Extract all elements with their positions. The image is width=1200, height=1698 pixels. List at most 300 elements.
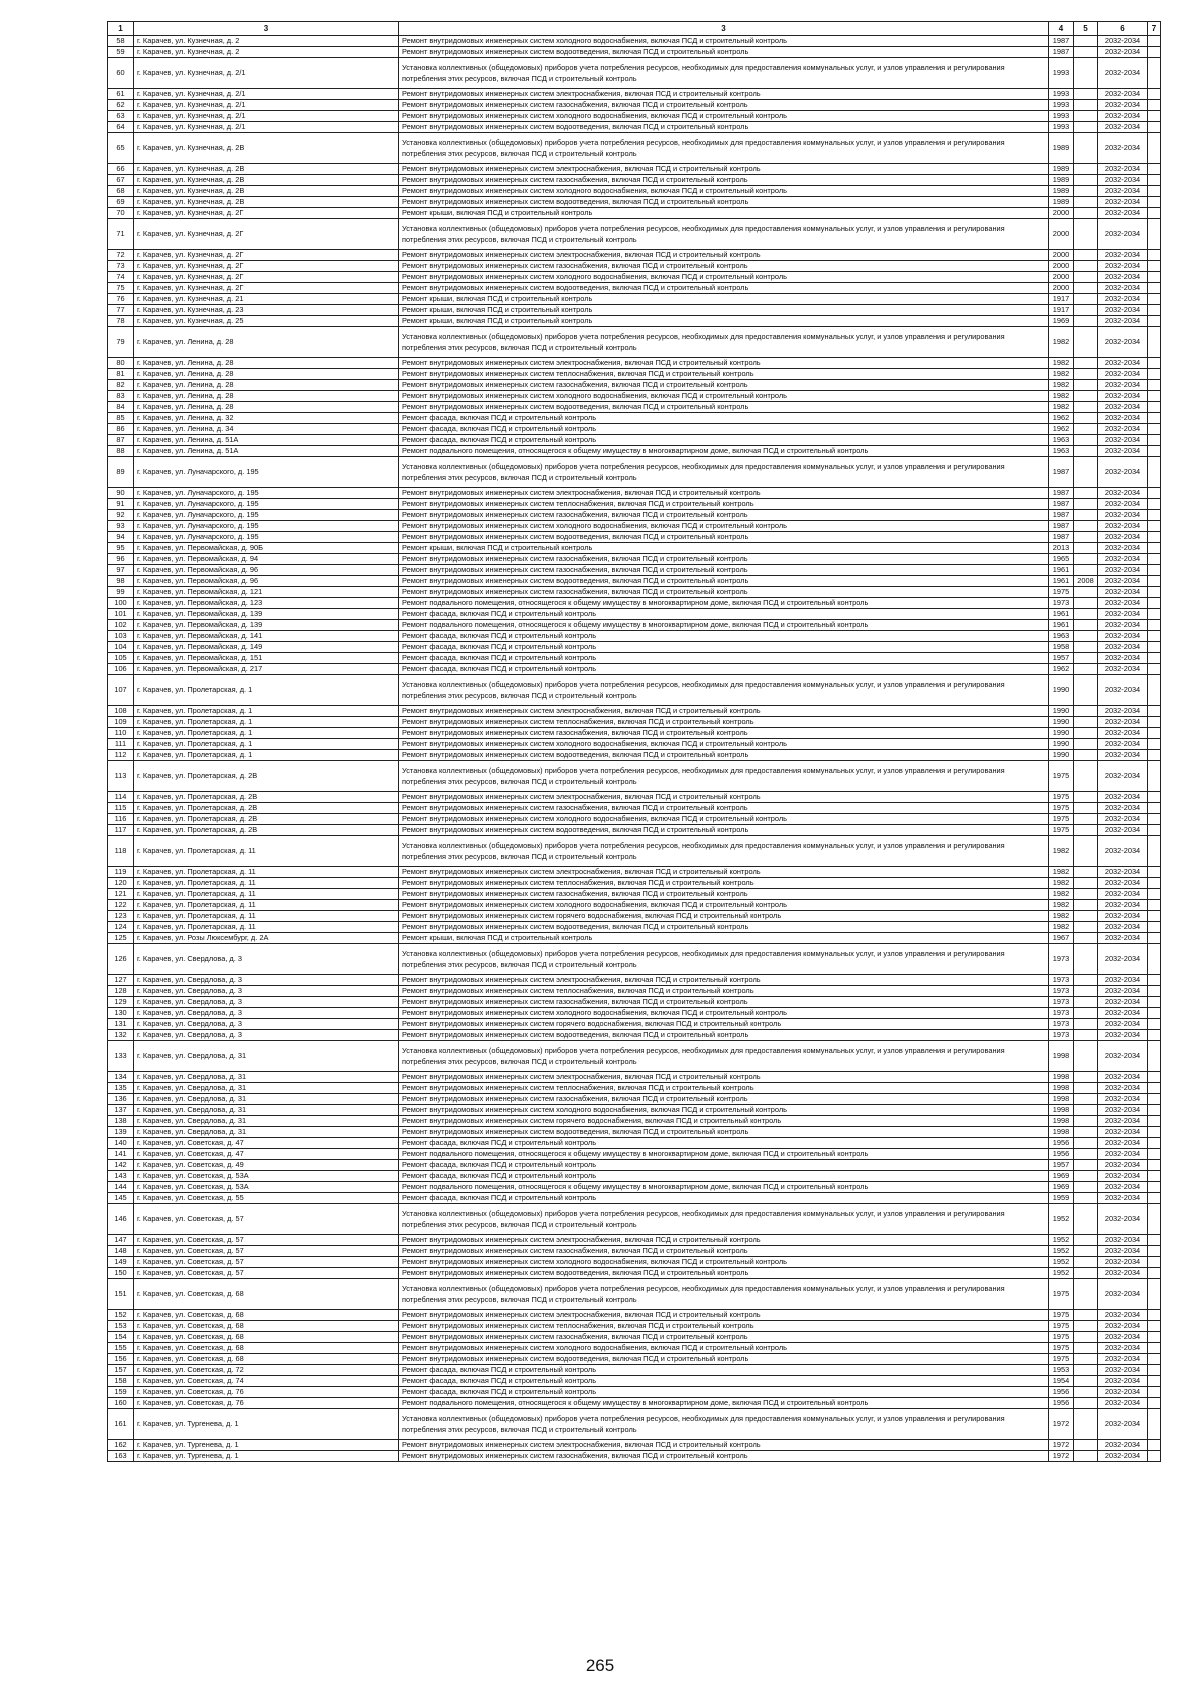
repair-year-cell [1074, 986, 1098, 997]
header-cell: 3 [134, 22, 399, 36]
planned-period-cell: 2032-2034 [1098, 1321, 1148, 1332]
planned-period-cell: 2032-2034 [1098, 1365, 1148, 1376]
note-cell [1148, 867, 1161, 878]
table-row [108, 175, 1161, 186]
work-description-cell: Ремонт внутридомовых инженерных систем газоснабжения, включая ПСД и строительный контроль [399, 261, 1049, 272]
note-cell [1148, 435, 1161, 446]
repair-year-cell [1074, 294, 1098, 305]
planned-period-cell: 2032-2034 [1098, 825, 1148, 836]
address-cell: г. Карачев, ул. Тургенева, д. 1 [134, 1440, 399, 1451]
planned-period-cell: 2032-2034 [1098, 664, 1148, 675]
note-cell [1148, 1160, 1161, 1171]
address-cell: г. Карачев, ул. Советская, д. 55 [134, 1193, 399, 1204]
planned-period-cell: 2032-2034 [1098, 186, 1148, 197]
note-cell [1148, 576, 1161, 587]
planned-period-cell: 2032-2034 [1098, 576, 1148, 587]
address-cell: г. Карачев, ул. Первомайская, д. 94 [134, 554, 399, 565]
address-cell: г. Карачев, ул. Пролетарская, д. 11 [134, 878, 399, 889]
work-description-cell: Ремонт внутридомовых инженерных систем газоснабжения, включая ПСД и строительный контроль [399, 997, 1049, 1008]
note-cell [1148, 1094, 1161, 1105]
repair-year-cell [1074, 1182, 1098, 1193]
note-cell [1148, 1235, 1161, 1246]
table-row [108, 587, 1161, 598]
build-year-cell: 1973 [1049, 1019, 1074, 1030]
note-cell [1148, 391, 1161, 402]
planned-period-cell: 2032-2034 [1098, 554, 1148, 565]
address-cell: г. Карачев, ул. Советская, д. 68 [134, 1310, 399, 1321]
build-year-cell: 2000 [1049, 261, 1074, 272]
repair-year-cell [1074, 1354, 1098, 1365]
address-cell: г. Карачев, ул. Пролетарская, д. 11 [134, 922, 399, 933]
note-cell [1148, 1072, 1161, 1083]
row-number-cell: 115 [108, 803, 134, 814]
note-cell [1148, 47, 1161, 58]
build-year-cell: 1975 [1049, 1354, 1074, 1365]
work-description-cell: Ремонт внутридомовых инженерных систем газоснабжения, включая ПСД и строительный контроль [399, 889, 1049, 900]
table-row [108, 111, 1161, 122]
build-year-cell: 1998 [1049, 1072, 1074, 1083]
note-cell [1148, 488, 1161, 499]
table-row [108, 435, 1161, 446]
repair-year-cell [1074, 305, 1098, 316]
row-number-cell: 109 [108, 717, 134, 728]
table-row [108, 1451, 1161, 1462]
row-number-cell: 138 [108, 1116, 134, 1127]
work-description-cell: Ремонт внутридомовых инженерных систем холодного водоснабжения, включая ПСД и строительный контроль [399, 814, 1049, 825]
build-year-cell: 2000 [1049, 250, 1074, 261]
row-number-cell: 155 [108, 1343, 134, 1354]
table-row [108, 554, 1161, 565]
row-number-cell: 111 [108, 739, 134, 750]
address-cell: г. Карачев, ул. Луначарского, д. 195 [134, 499, 399, 510]
repair-year-cell [1074, 1343, 1098, 1354]
planned-period-cell: 2032-2034 [1098, 36, 1148, 47]
address-cell: г. Карачев, ул. Первомайская, д. 217 [134, 664, 399, 675]
address-cell: г. Карачев, ул. Пролетарская, д. 11 [134, 867, 399, 878]
planned-period-cell: 2032-2034 [1098, 1149, 1148, 1160]
repair-year-cell [1074, 631, 1098, 642]
address-cell: г. Карачев, ул. Свердлова, д. 31 [134, 1083, 399, 1094]
table-row [108, 1268, 1161, 1279]
planned-period-cell: 2032-2034 [1098, 1387, 1148, 1398]
repair-year-cell [1074, 825, 1098, 836]
note-cell [1148, 803, 1161, 814]
note-cell [1148, 100, 1161, 111]
row-number-cell: 112 [108, 750, 134, 761]
row-number-cell: 74 [108, 272, 134, 283]
table-row [108, 922, 1161, 933]
row-number-cell: 75 [108, 283, 134, 294]
work-description-cell: Ремонт внутридомовых инженерных систем электроснабжения, включая ПСД и строительный контроль [399, 250, 1049, 261]
row-number-cell: 104 [108, 642, 134, 653]
build-year-cell: 1990 [1049, 706, 1074, 717]
note-cell [1148, 1409, 1161, 1440]
page-number: 265 [585, 1656, 615, 1675]
work-description-cell: Ремонт внутридомовых инженерных систем электроснабжения, включая ПСД и строительный контроль [399, 488, 1049, 499]
table-row [108, 1354, 1161, 1365]
address-cell: г. Карачев, ул. Первомайская, д. 151 [134, 653, 399, 664]
table-row [108, 761, 1161, 792]
planned-period-cell: 2032-2034 [1098, 598, 1148, 609]
table-row [108, 997, 1161, 1008]
planned-period-cell: 2032-2034 [1098, 609, 1148, 620]
build-year-cell: 1973 [1049, 975, 1074, 986]
table-row [108, 358, 1161, 369]
table-row [108, 272, 1161, 283]
note-cell [1148, 36, 1161, 47]
address-cell: г. Карачев, ул. Свердлова, д. 3 [134, 1019, 399, 1030]
repair-year-cell [1074, 911, 1098, 922]
repair-year-cell [1074, 358, 1098, 369]
table-row [108, 706, 1161, 717]
build-year-cell: 1962 [1049, 424, 1074, 435]
build-year-cell: 1993 [1049, 89, 1074, 100]
work-description-cell: Установка коллективных (общедомовых) приборов учета потребления ресурсов, необходимых для предоставления коммунальных услуг, и узлов управления и регулирования потребления этих ресурсов, включая ПСД и строительный контроль [399, 761, 1049, 792]
table-row [108, 250, 1161, 261]
note-cell [1148, 1451, 1161, 1462]
planned-period-cell: 2032-2034 [1098, 922, 1148, 933]
address-cell: г. Карачев, ул. Советская, д. 57 [134, 1257, 399, 1268]
work-description-cell: Ремонт внутридомовых инженерных систем газоснабжения, включая ПСД и строительный контроль [399, 380, 1049, 391]
address-cell: г. Карачев, ул. Кузнечная, д. 23 [134, 305, 399, 316]
row-number-cell: 144 [108, 1182, 134, 1193]
repair-year-cell [1074, 510, 1098, 521]
planned-period-cell: 2032-2034 [1098, 587, 1148, 598]
row-number-cell: 131 [108, 1019, 134, 1030]
work-description-cell: Установка коллективных (общедомовых) приборов учета потребления ресурсов, необходимых для предоставления коммунальных услуг, и узлов управления и регулирования потребления этих ресурсов, включая ПСД и строительный контроль [399, 1041, 1049, 1072]
planned-period-cell: 2032-2034 [1098, 975, 1148, 986]
row-number-cell: 163 [108, 1451, 134, 1462]
table-row [108, 1019, 1161, 1030]
work-description-cell: Установка коллективных (общедомовых) приборов учета потребления ресурсов, необходимых для предоставления коммунальных услуг, и узлов управления и регулирования потребления этих ресурсов, включая ПСД и строительный контроль [399, 1409, 1049, 1440]
repair-year-cell [1074, 1149, 1098, 1160]
build-year-cell: 1993 [1049, 111, 1074, 122]
build-year-cell: 1952 [1049, 1246, 1074, 1257]
work-description-cell: Ремонт внутридомовых инженерных систем газоснабжения, включая ПСД и строительный контроль [399, 565, 1049, 576]
address-cell: г. Карачев, ул. Пролетарская, д. 2В [134, 814, 399, 825]
planned-period-cell: 2032-2034 [1098, 620, 1148, 631]
table-row [108, 197, 1161, 208]
work-description-cell: Ремонт крыши, включая ПСД и строительный контроль [399, 208, 1049, 219]
row-number-cell: 153 [108, 1321, 134, 1332]
repair-year-cell [1074, 457, 1098, 488]
row-number-cell: 113 [108, 761, 134, 792]
note-cell [1148, 122, 1161, 133]
build-year-cell: 1990 [1049, 717, 1074, 728]
planned-period-cell: 2032-2034 [1098, 294, 1148, 305]
planned-period-cell: 2032-2034 [1098, 1182, 1148, 1193]
table-row [108, 261, 1161, 272]
row-number-cell: 139 [108, 1127, 134, 1138]
row-number-cell: 85 [108, 413, 134, 424]
note-cell [1148, 532, 1161, 543]
note-cell [1148, 369, 1161, 380]
repair-year-cell [1074, 653, 1098, 664]
work-description-cell: Установка коллективных (общедомовых) приборов учета потребления ресурсов, необходимых для предоставления коммунальных услуг, и узлов управления и регулирования потребления этих ресурсов, включая ПСД и строительный контроль [399, 944, 1049, 975]
work-description-cell: Установка коллективных (общедомовых) приборов учета потребления ресурсов, необходимых для предоставления коммунальных услуг, и узлов управления и регулирования потребления этих ресурсов, включая ПСД и строительный контроль [399, 219, 1049, 250]
note-cell [1148, 1376, 1161, 1387]
work-description-cell: Ремонт внутридомовых инженерных систем газоснабжения, включая ПСД и строительный контроль [399, 510, 1049, 521]
address-cell: г. Карачев, ул. Ленина, д. 51А [134, 446, 399, 457]
row-number-cell: 103 [108, 631, 134, 642]
work-description-cell: Ремонт внутридомовых инженерных систем газоснабжения, включая ПСД и строительный контроль [399, 803, 1049, 814]
build-year-cell: 1958 [1049, 642, 1074, 653]
planned-period-cell: 2032-2034 [1098, 58, 1148, 89]
work-description-cell: Ремонт внутридомовых инженерных систем электроснабжения, включая ПСД и строительный контроль [399, 706, 1049, 717]
note-cell [1148, 750, 1161, 761]
repair-year-cell [1074, 1041, 1098, 1072]
row-number-cell: 99 [108, 587, 134, 598]
work-description-cell: Ремонт внутридомовых инженерных систем теплоснабжения, включая ПСД и строительный контроль [399, 986, 1049, 997]
repair-year-cell [1074, 1083, 1098, 1094]
note-cell [1148, 1149, 1161, 1160]
note-cell [1148, 510, 1161, 521]
planned-period-cell: 2032-2034 [1098, 642, 1148, 653]
row-number-cell: 78 [108, 316, 134, 327]
build-year-cell: 1998 [1049, 1094, 1074, 1105]
table-row [108, 675, 1161, 706]
row-number-cell: 114 [108, 792, 134, 803]
repair-year-cell [1074, 532, 1098, 543]
planned-period-cell: 2032-2034 [1098, 653, 1148, 664]
row-number-cell: 150 [108, 1268, 134, 1279]
note-cell [1148, 587, 1161, 598]
address-cell: г. Карачев, ул. Советская, д. 76 [134, 1387, 399, 1398]
note-cell [1148, 825, 1161, 836]
repair-year-cell [1074, 750, 1098, 761]
planned-period-cell: 2032-2034 [1098, 986, 1148, 997]
row-number-cell: 67 [108, 175, 134, 186]
address-cell: г. Карачев, ул. Кузнечная, д. 2/1 [134, 100, 399, 111]
repair-year-cell [1074, 620, 1098, 631]
build-year-cell: 1998 [1049, 1116, 1074, 1127]
work-description-cell: Ремонт фасада, включая ПСД и строительный контроль [399, 1171, 1049, 1182]
address-cell: г. Карачев, ул. Кузнечная, д. 2Г [134, 261, 399, 272]
build-year-cell: 1989 [1049, 133, 1074, 164]
address-cell: г. Карачев, ул. Пролетарская, д. 11 [134, 911, 399, 922]
repair-year-cell [1074, 1138, 1098, 1149]
build-year-cell: 1982 [1049, 836, 1074, 867]
note-cell [1148, 986, 1161, 997]
repair-year-cell [1074, 761, 1098, 792]
work-description-cell: Ремонт внутридомовых инженерных систем газоснабжения, включая ПСД и строительный контроль [399, 587, 1049, 598]
planned-period-cell: 2032-2034 [1098, 1257, 1148, 1268]
repair-year-cell [1074, 1030, 1098, 1041]
build-year-cell: 1975 [1049, 803, 1074, 814]
repair-year-cell [1074, 1127, 1098, 1138]
build-year-cell: 1982 [1049, 878, 1074, 889]
repair-year-cell [1074, 717, 1098, 728]
table-row [108, 413, 1161, 424]
row-number-cell: 121 [108, 889, 134, 900]
table-row [108, 1072, 1161, 1083]
repair-year-cell [1074, 89, 1098, 100]
work-description-cell: Ремонт подвального помещения, относящегося к общему имуществу в многоквартирном доме, включая ПСД и строительный контроль [399, 1149, 1049, 1160]
address-cell: г. Карачев, ул. Советская, д. 68 [134, 1321, 399, 1332]
table-row [108, 642, 1161, 653]
build-year-cell: 1989 [1049, 164, 1074, 175]
note-cell [1148, 1365, 1161, 1376]
repair-year-cell [1074, 1332, 1098, 1343]
table-row [108, 1246, 1161, 1257]
build-year-cell: 1952 [1049, 1235, 1074, 1246]
table-row [108, 391, 1161, 402]
build-year-cell: 2000 [1049, 219, 1074, 250]
repair-year-cell [1074, 1279, 1098, 1310]
work-description-cell: Ремонт крыши, включая ПСД и строительный контроль [399, 316, 1049, 327]
repair-year-cell [1074, 1451, 1098, 1462]
work-description-cell: Установка коллективных (общедомовых) приборов учета потребления ресурсов, необходимых для предоставления коммунальных услуг, и узлов управления и регулирования потребления этих ресурсов, включая ПСД и строительный контроль [399, 58, 1049, 89]
build-year-cell: 1990 [1049, 739, 1074, 750]
build-year-cell: 1993 [1049, 100, 1074, 111]
work-description-cell: Ремонт фасада, включая ПСД и строительный контроль [399, 1387, 1049, 1398]
address-cell: г. Карачев, ул. Советская, д. 68 [134, 1332, 399, 1343]
row-number-cell: 127 [108, 975, 134, 986]
planned-period-cell: 2032-2034 [1098, 122, 1148, 133]
repair-year-cell [1074, 272, 1098, 283]
row-number-cell: 154 [108, 1332, 134, 1343]
build-year-cell: 1975 [1049, 1343, 1074, 1354]
work-description-cell: Ремонт внутридомовых инженерных систем холодного водоснабжения, включая ПСД и строительный контроль [399, 521, 1049, 532]
build-year-cell: 1954 [1049, 1376, 1074, 1387]
note-cell [1148, 889, 1161, 900]
row-number-cell: 130 [108, 1008, 134, 1019]
table-row [108, 316, 1161, 327]
address-cell: г. Карачев, ул. Луначарского, д. 195 [134, 488, 399, 499]
work-description-cell: Ремонт внутридомовых инженерных систем газоснабжения, включая ПСД и строительный контроль [399, 1094, 1049, 1105]
note-cell [1148, 1182, 1161, 1193]
table-row [108, 305, 1161, 316]
address-cell: г. Карачев, ул. Пролетарская, д. 11 [134, 889, 399, 900]
address-cell: г. Карачев, ул. Первомайская, д. 149 [134, 642, 399, 653]
address-cell: г. Карачев, ул. Пролетарская, д. 11 [134, 836, 399, 867]
repair-year-cell [1074, 186, 1098, 197]
address-cell: г. Карачев, ул. Советская, д. 68 [134, 1343, 399, 1354]
note-cell [1148, 1398, 1161, 1409]
planned-period-cell: 2032-2034 [1098, 1268, 1148, 1279]
work-description-cell: Ремонт внутридомовых инженерных систем газоснабжения, включая ПСД и строительный контроль [399, 1246, 1049, 1257]
build-year-cell: 1961 [1049, 576, 1074, 587]
address-cell: г. Карачев, ул. Первомайская, д. 123 [134, 598, 399, 609]
row-number-cell: 134 [108, 1072, 134, 1083]
address-cell: г. Карачев, ул. Кузнечная, д. 2Г [134, 219, 399, 250]
build-year-cell: 1956 [1049, 1398, 1074, 1409]
note-cell [1148, 975, 1161, 986]
planned-period-cell: 2032-2034 [1098, 532, 1148, 543]
repair-year-cell [1074, 587, 1098, 598]
table-row [108, 565, 1161, 576]
note-cell [1148, 1116, 1161, 1127]
planned-period-cell: 2032-2034 [1098, 402, 1148, 413]
address-cell: г. Карачев, ул. Свердлова, д. 31 [134, 1041, 399, 1072]
table-row [108, 327, 1161, 358]
address-cell: г. Карачев, ул. Советская, д. 68 [134, 1279, 399, 1310]
note-cell [1148, 58, 1161, 89]
work-description-cell: Установка коллективных (общедомовых) приборов учета потребления ресурсов, необходимых для предоставления коммунальных услуг, и узлов управления и регулирования потребления этих ресурсов, включая ПСД и строительный контроль [399, 457, 1049, 488]
note-cell [1148, 1387, 1161, 1398]
build-year-cell: 1975 [1049, 792, 1074, 803]
planned-period-cell: 2032-2034 [1098, 1451, 1148, 1462]
work-description-cell: Ремонт фасада, включая ПСД и строительный контроль [399, 1376, 1049, 1387]
repair-year-cell [1074, 1376, 1098, 1387]
note-cell [1148, 922, 1161, 933]
repair-year-cell [1074, 944, 1098, 975]
work-description-cell: Ремонт внутридомовых инженерных систем электроснабжения, включая ПСД и строительный контроль [399, 1235, 1049, 1246]
address-cell: г. Карачев, ул. Пролетарская, д. 1 [134, 739, 399, 750]
work-description-cell: Ремонт внутридомовых инженерных систем холодного водоснабжения, включая ПСД и строительный контроль [399, 186, 1049, 197]
address-cell: г. Карачев, ул. Советская, д. 47 [134, 1138, 399, 1149]
work-description-cell: Ремонт внутридомовых инженерных систем водоотведения, включая ПСД и строительный контроль [399, 1030, 1049, 1041]
address-cell: г. Карачев, ул. Первомайская, д. 96 [134, 576, 399, 587]
table-row [108, 402, 1161, 413]
row-number-cell: 95 [108, 543, 134, 554]
address-cell: г. Карачев, ул. Советская, д. 47 [134, 1149, 399, 1160]
planned-period-cell: 2032-2034 [1098, 1094, 1148, 1105]
build-year-cell: 1959 [1049, 1193, 1074, 1204]
work-description-cell: Ремонт фасада, включая ПСД и строительный контроль [399, 413, 1049, 424]
row-number-cell: 89 [108, 457, 134, 488]
planned-period-cell: 2032-2034 [1098, 111, 1148, 122]
address-cell: г. Карачев, ул. Кузнечная, д. 2В [134, 186, 399, 197]
repair-year-cell [1074, 836, 1098, 867]
address-cell: г. Карачев, ул. Советская, д. 49 [134, 1160, 399, 1171]
repair-year-cell [1074, 446, 1098, 457]
row-number-cell: 152 [108, 1310, 134, 1321]
row-number-cell: 69 [108, 197, 134, 208]
work-description-cell: Ремонт внутридомовых инженерных систем электроснабжения, включая ПСД и строительный контроль [399, 164, 1049, 175]
header-cell: 1 [108, 22, 134, 36]
table-row [108, 739, 1161, 750]
repair-year-cell [1074, 164, 1098, 175]
table-row [108, 36, 1161, 47]
note-cell [1148, 186, 1161, 197]
planned-period-cell: 2032-2034 [1098, 175, 1148, 186]
note-cell [1148, 1019, 1161, 1030]
work-description-cell: Ремонт внутридомовых инженерных систем теплоснабжения, включая ПСД и строительный контроль [399, 1321, 1049, 1332]
build-year-cell: 1975 [1049, 814, 1074, 825]
row-number-cell: 71 [108, 219, 134, 250]
build-year-cell: 1952 [1049, 1268, 1074, 1279]
row-number-cell: 136 [108, 1094, 134, 1105]
build-year-cell: 1956 [1049, 1149, 1074, 1160]
address-cell: г. Карачев, ул. Пролетарская, д. 2В [134, 761, 399, 792]
row-number-cell: 76 [108, 294, 134, 305]
address-cell: г. Карачев, ул. Розы Люксембург, д. 2А [134, 933, 399, 944]
work-description-cell: Ремонт внутридомовых инженерных систем водоотведения, включая ПСД и строительный контроль [399, 576, 1049, 587]
planned-period-cell: 2032-2034 [1098, 631, 1148, 642]
build-year-cell: 1956 [1049, 1387, 1074, 1398]
build-year-cell: 1975 [1049, 761, 1074, 792]
note-cell [1148, 944, 1161, 975]
table-row [108, 1030, 1161, 1041]
note-cell [1148, 554, 1161, 565]
note-cell [1148, 653, 1161, 664]
row-number-cell: 141 [108, 1149, 134, 1160]
build-year-cell: 1993 [1049, 58, 1074, 89]
row-number-cell: 94 [108, 532, 134, 543]
planned-period-cell: 2032-2034 [1098, 792, 1148, 803]
work-description-cell: Ремонт внутридомовых инженерных систем электроснабжения, включая ПСД и строительный контроль [399, 1440, 1049, 1451]
note-cell [1148, 1343, 1161, 1354]
table-row [108, 532, 1161, 543]
work-description-cell: Ремонт подвального помещения, относящегося к общему имуществу в многоквартирном доме, включая ПСД и строительный контроль [399, 1182, 1049, 1193]
work-description-cell: Ремонт внутридомовых инженерных систем электроснабжения, включая ПСД и строительный контроль [399, 1072, 1049, 1083]
work-description-cell: Ремонт внутридомовых инженерных систем водоотведения, включая ПСД и строительный контроль [399, 197, 1049, 208]
note-cell [1148, 543, 1161, 554]
row-number-cell: 88 [108, 446, 134, 457]
row-number-cell: 119 [108, 867, 134, 878]
table-row [108, 986, 1161, 997]
